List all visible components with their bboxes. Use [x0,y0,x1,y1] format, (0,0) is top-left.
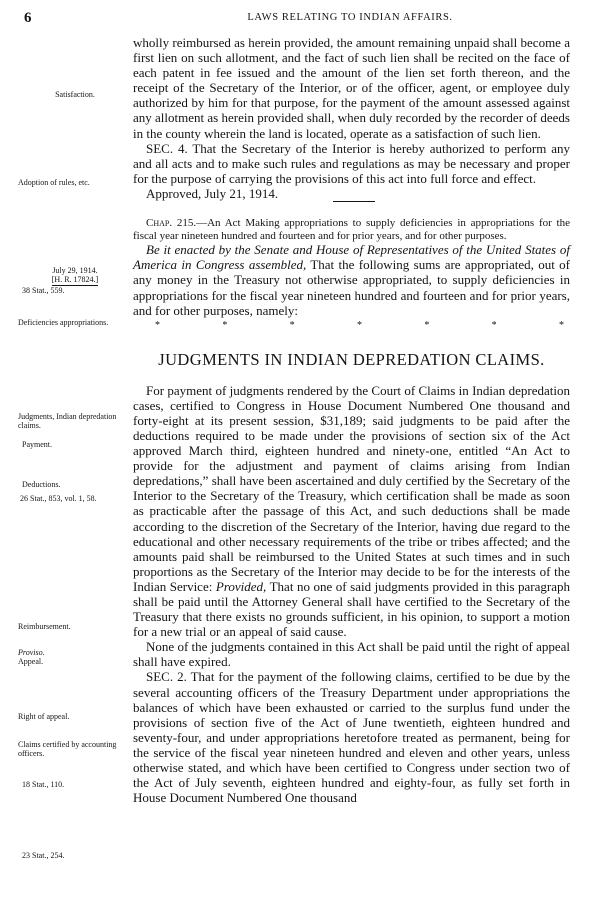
margin-note-right-of-appeal: Right of appeal. [18,712,70,721]
provided-word: Provided, [215,578,267,594]
section-heading: JUDGMENTS IN INDIAN DEPREDATION CLAIMS. [158,349,545,369]
star: * [289,319,295,331]
appeal-label: Appeal. [18,657,44,666]
chapter-label: Chap. 215. [146,217,197,230]
paragraph-payment-of-judgments [133,383,570,640]
enacting-clause [133,242,570,317]
section-divider-rule [333,201,375,202]
main-text-column [133,35,570,805]
chapter-title-text: —An Act Making appropriations to supply deficiencies in appropriations for the fiscal year nineteen hundred and fourteen and for prior years, and for other purposes. [133,217,570,242]
star: * [491,319,497,331]
margin-note-18-stat: 18 Stat., 110. [22,780,65,789]
paragraph-sec-2: SEC. 2. That for the payment of the following claims, certified to be due by the several accounting officers of the Treasury Department under appropriations the balances of which have been exhausted or carried to the surplus fund under the provisions of section five of the Act of June twentieth, eighteen hundred and seventy-four, and under appropriations heretofore treated as permanent, being for the service of the fiscal year nineteen hundred and eleven and other years, unless otherwise stated, and which have been certified to Congress under section two of the Act of July seventh, eighteen hundred and eighty-four, as fully set forth in House Document Numbered One thousand [133,669,570,806]
margin-note-23-stat: 23 Stat., 254. [22,851,65,860]
elision-stars [133,319,570,333]
margin-note-reimbursement: Reimbursement. [18,622,71,631]
star: * [558,319,564,331]
margin-note-payment: Payment. [22,440,52,449]
star: * [222,319,228,331]
margin-note-satisfaction: Satisfaction. [55,90,95,99]
enacting-clause-text: That the following sums are appropriated, out of any money in the Treasury not otherwise appropriated, to supply deficiencies in appropriations for the fiscal year nineteen hundred and fourteen and for prior years, and for other purposes, namely: [133,257,570,318]
paragraph-lien-continuation: wholly reimbursed as herein provided, the amount remaining unpaid shall become a first lien on such allotment, and the fact of such lien shall be recited on the face of each patent in fee issued and the amount of the lien set forth thereon, and the receipt of the Secretary of the Interior, or of the officer, agent, or employee duly authorized by him for that purpose, for the payment of the amount assessed against any allotment as herein provided shall, when duly recorded by the recorder of deeds in the county wherein the land is located, operate as a satisfaction of such lien. [133,35,570,141]
margin-note-deductions: Deductions. [22,480,61,489]
margin-note-proviso [18,648,132,666]
proviso-text: That no one of said judgments provided in this paragraph shall be paid until the Attorney General shall have certified to the Secretary of the Treasury that there exists no grounds sufficient, in his opinion, to support a motion for a new trial or an appeal of said cause. [133,578,571,640]
approved-line: Approved, July 21, 1914. [146,185,279,201]
star: * [155,319,160,331]
chapter-caption [133,217,570,242]
star: * [356,319,362,331]
enacting-formula: Be it enacted by the Senate and House of Representatives of the United States of America in Congress assembled, [133,242,570,273]
chapter-hr-number: [H. R. 17824.] [51,275,99,284]
paragraph-right-of-appeal: None of the judgments contained in this Act shall be paid until the right of appeal shall have expired. [133,639,570,670]
page-number: 6 [24,10,32,26]
star: * [424,319,430,331]
margin-note-chapter-citation [18,266,132,295]
margin-note-deductions-stat: 26 Stat., 853, vol. 1, 58. [20,494,97,503]
chapter-citation-box [52,266,98,286]
running-head: LAWS RELATING TO INDIAN AFFAIRS. [247,12,453,23]
chapter-date: July 29, 1914. [52,266,98,275]
margin-note-judgments: Judgments, Indian depredation claims. [18,412,117,430]
margin-note-deficiencies: Deficiencies appropriations. [18,318,109,327]
paragraph-sec-4: SEC. 4. That the Secretary of the Interior is hereby authorized to perform any and all acts and to make such rules and regulations as may be necessary and proper for the purpose of carrying the provisions of this act into full force and effect. [133,140,570,186]
chapter-stat: 38 Stat., 559. [22,286,65,295]
payment-text: For payment of judgments rendered by the Court of Claims in Indian depredation cases, certified to Congress in House Document Numbered One thousand and forty-eight at its present session, $31,189; said judgments to be paid after the deductions required to be made under the provisions of section six of the Act approved March third, eighteen hundred and ninety-one, entitled “An Act to provide for the adjustment and payment of claims arising from Indian depredations,” shall have been ascertained and duly certified by the Secretary of the Interior to the Secretary of the Treasury, which certification shall be made as soon as practicable after the passage of this Act, and such deductions shall be made according to the discretion of the Secretary of the Interior, having due regard to the educational and other necessary requirements of the tribe or tribes affected; and the amounts paid shall be reimbursed to the United States at such times and in such proportions as the Secretary of the Interior may decide to be for the interests of the Indian Service: [133,382,570,594]
margin-note-claims-certified: Claims certified by accounting officers. [18,740,117,758]
proviso-label: Proviso. [18,648,45,657]
margin-note-adoption-of-rules: Adoption of rules, etc. [18,178,90,187]
